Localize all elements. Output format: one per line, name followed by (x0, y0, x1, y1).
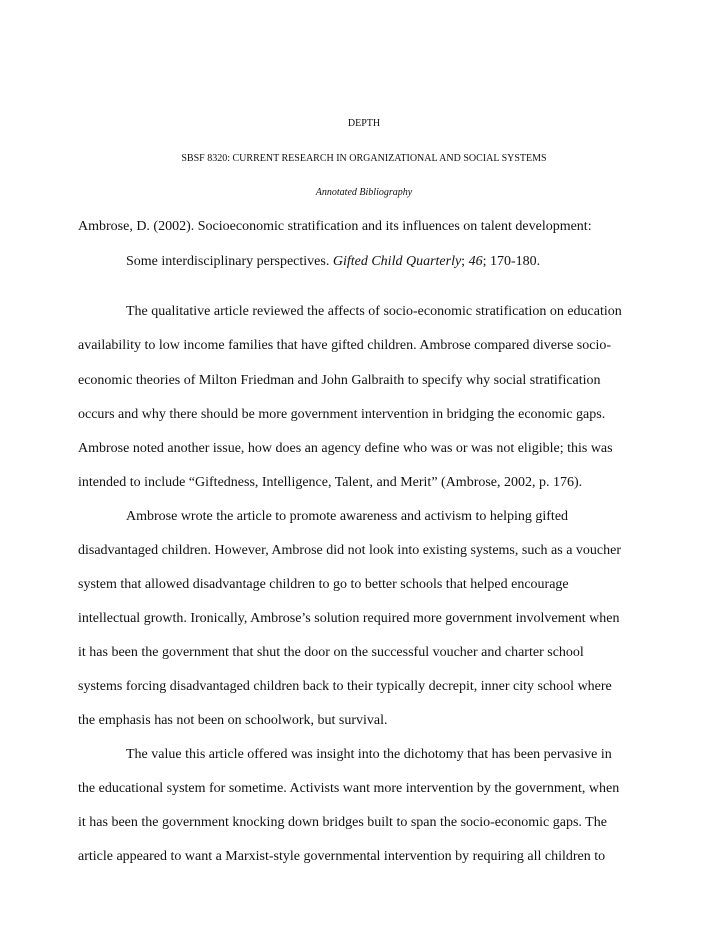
citation-line-1: Ambrose, D. (2002). Socioeconomic stratification and its influences on talent development: (78, 219, 592, 234)
section-title: Annotated Bibliography (315, 187, 413, 198)
paragraph-line: intended to include “Giftedness, Intelligence, Talent, and Merit” (Ambrose, 2002, p. 176). (78, 475, 583, 490)
paragraph-line: it has been the government that shut the door on the successful voucher and charter school (78, 645, 584, 660)
paragraph-line: disadvantaged children. However, Ambrose did not look into existing systems, such as a voucher (78, 543, 621, 558)
paragraph-line: The qualitative article reviewed the affects of socio-economic stratification on education (126, 304, 622, 319)
paragraph-line: the emphasis has not been on schoolwork, but survival. (78, 713, 388, 728)
citation-pages: ; 170-180. (482, 254, 541, 269)
paragraph-line: availability to low income families that have gifted children. Ambrose compared diverse socio- (78, 338, 612, 353)
paragraph-line: The value this article offered was insight into the dichotomy that has been pervasive in (126, 747, 612, 762)
paragraph-line: article appeared to want a Marxist-style governmental intervention by requiring all children to (78, 849, 606, 864)
paragraph-line: system that allowed disadvantage children to go to better schools that helped encourage (78, 577, 569, 592)
citation-separator: ; (461, 254, 469, 269)
running-head: DEPTH (347, 118, 381, 129)
journal-volume: 46 (468, 254, 483, 269)
paragraph-line: Ambrose wrote the article to promote awareness and activism to helping gifted (126, 509, 569, 524)
paragraph-line: Ambrose noted another issue, how does an agency define who was or was not eligible; this was (78, 441, 613, 456)
journal-name: Gifted Child Quarterly (332, 254, 462, 269)
paragraph-line: the educational system for sometime. Activists want more intervention by the government, when (78, 781, 620, 796)
paragraph-line: occurs and why there should be more government intervention in bridging the economic gaps. (78, 407, 606, 422)
citation-line-2 (126, 253, 540, 271)
citation-text: Some interdisciplinary perspectives. (126, 254, 333, 269)
paragraph-line: systems forcing disadvantaged children back to their typically decrepit, inner city school where (78, 679, 612, 694)
paragraph-line: it has been the government knocking down bridges built to span the socio-economic gaps. The (78, 815, 607, 830)
paragraph-line: intellectual growth. Ironically, Ambrose’s solution required more government involvement when (78, 611, 620, 626)
course-title: SBSF 8320: CURRENT RESEARCH IN ORGANIZATIONAL AND SOCIAL SYSTEMS (181, 153, 547, 164)
paragraph-line: economic theories of Milton Friedman and John Galbraith to specify why social stratification (78, 373, 601, 388)
